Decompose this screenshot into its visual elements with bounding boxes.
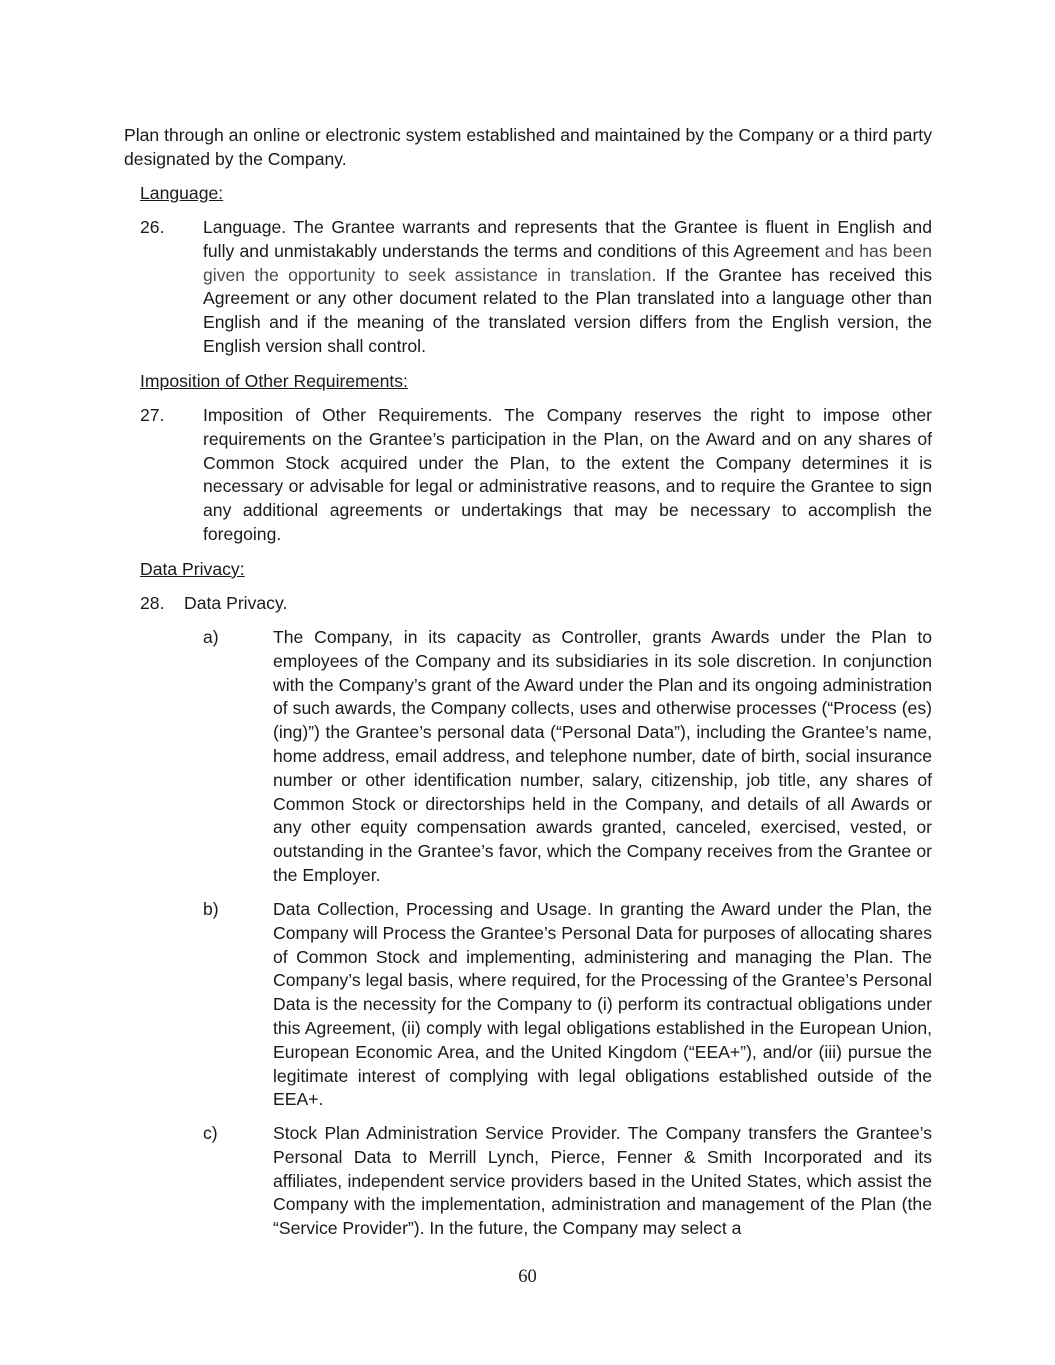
section-title-language: Language. [203,217,287,237]
section-number-27: 27. [140,405,165,425]
section-number-26: 26. [140,217,165,237]
section-heading-other-requirements: Imposition of Other Requirements: [140,371,408,391]
section-paragraph-language [203,216,932,359]
item-letter-a: a) [203,627,219,647]
section-title-other-requirements: Imposition of Other Requirements. [203,405,493,425]
language-text-part-3: If the Grantee has received this Agreement or any other document related to the Plan translated into a language other than English and if the meaning of the translated version differs from the English version, the English version shall control. [203,264,933,356]
language-text-part-1: The Grantee warrants and represents that the Grantee is fluent in English and fully and unmistakably understands the terms and conditions of this Agreement [203,217,932,261]
section-heading-language: Language: [140,183,224,203]
other-requirements-text: The Company reserves the right to impose other requirements on the Grantee’s participation in the Plan, on the Award and on any shares of Common Stock acquired under the Plan, to the extent the Company determines it is necessary or advisable for legal or administrative reasons, and to require the Grantee to sign any additional agreements or undertakings that may be necessary to accomplish the foregoing. [203,405,933,544]
intro-paragraph: Plan through an online or electronic system established and maintained by the Company or a third party designated by the Company. [124,125,932,169]
section-heading-data-privacy: Data Privacy: [140,559,245,579]
section-number-28-label: 28. [140,593,165,613]
item-letter-b: b) [203,899,219,919]
page-number: 60 [518,1266,537,1287]
item-letter-c: c) [203,1123,218,1143]
language-text-part-2: and has been given the opportunity to seek assistance in translation. [203,240,932,285]
section-title-data-privacy: Data Privacy. [184,593,288,613]
item-text-c: Stock Plan Administration Service Provider. The Company transfers the Grantee’s Personal Data to Merrill Lynch, Pierce, Fenner & Smith Incorporated and its affiliates, independent service providers based in the United States, which assist the Company with the implementation, administration and management of the Plan (the “Service Provider”). In the future, the Company may select a [273,1123,932,1239]
item-text-a: The Company, in its capacity as Controller, grants Awards under the Plan to employees of the Company and its subsidiaries in its sole discretion. In conjunction with the Company’s grant of the Award under the Plan and its ongoing administration of such awards, the Company collects, uses and otherwise processes (“Process (es)(ing)”) the Grantee’s personal data (“Personal Data”), including the Grantee’s name, home address, email address, and telephone number, date of birth, social insurance number or other identification number, salary, citizenship, job title, any shares of Common Stock or directorships held in the Company, and details of all Awards or any other equity compensation awards granted, canceled, exercised, vested, or outstanding in the Grantee’s favor, which the Company receives from the Grantee or the Employer. [273,627,932,885]
item-text-b: Data Collection, Processing and Usage. In granting the Award under the Plan, the Company will Process the Grantee’s Personal Data for purposes of allocating shares of Common Stock and implementing, administering and managing the Plan. The Company’s legal basis, where required, for the Processing of the Grantee’s Personal Data is the necessity for the Company to (i) perform its contractual obligations under this Agreement, (ii) comply with legal obligations established in the European Union, European Economic Area, and the United Kingdom (“EEA+”), and/or (iii) pursue the legitimate interest of complying with legal obligations established outside of the EEA+. [273,899,932,1110]
section-number-28 [140,592,287,616]
section-paragraph-other-requirements [203,404,932,547]
